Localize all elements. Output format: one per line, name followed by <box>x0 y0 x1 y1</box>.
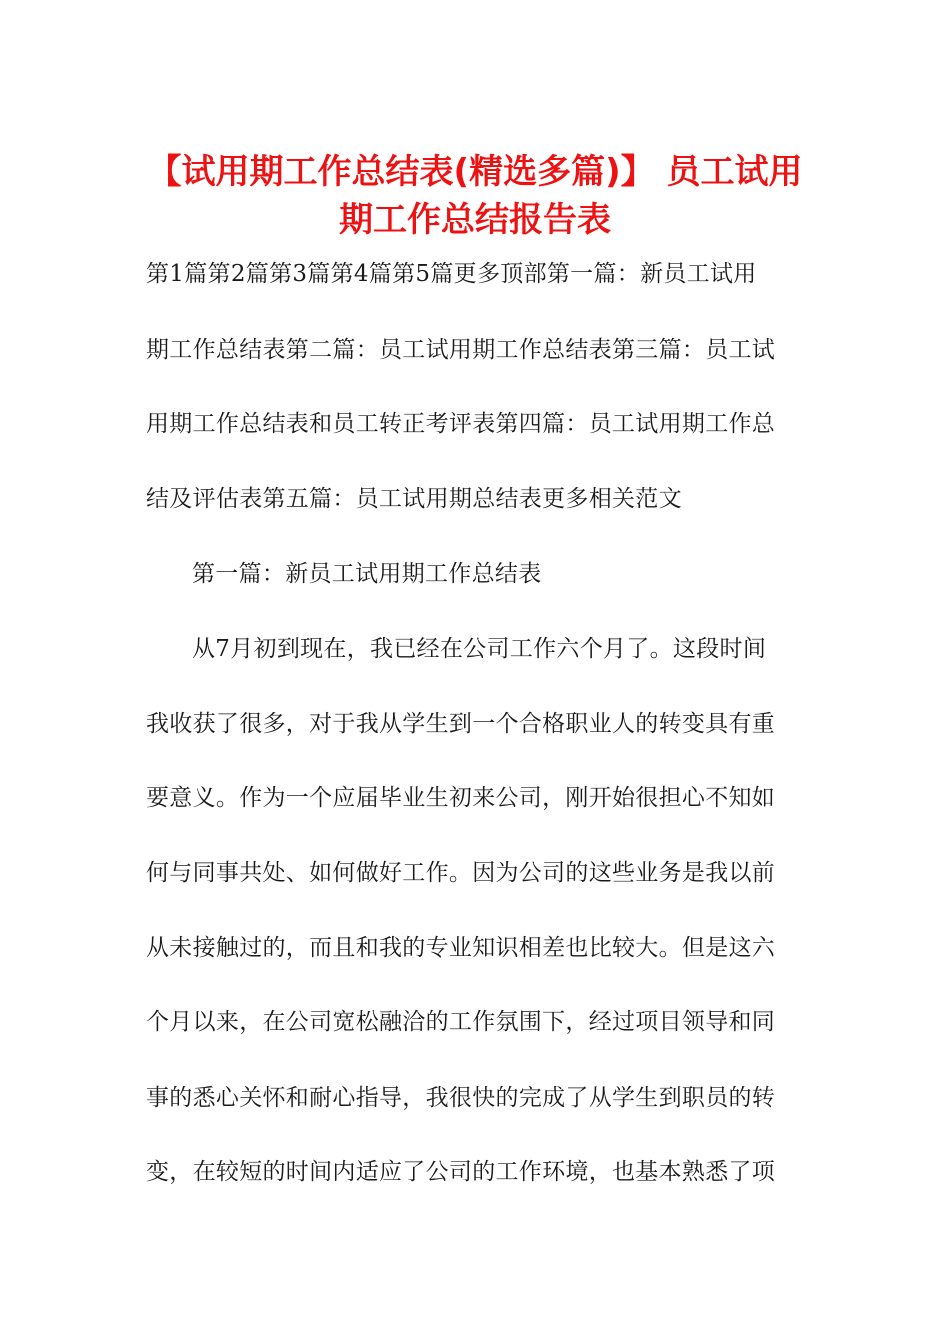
toc-line: 期工作总结表第二篇：员工试用期工作总结表第三篇：员工试 <box>146 337 776 363</box>
document-title-line-2: 期工作总结报告表 <box>339 200 611 240</box>
section-heading: 第一篇：新员工试用期工作总结表 <box>192 561 542 587</box>
toc-line: 用期工作总结表和员工转正考评表第四篇：员工试用期工作总 <box>146 411 776 437</box>
body-line: 何与同事共处、如何做好工作。因为公司的这些业务是我以前 <box>146 860 776 886</box>
body-line: 从未接触过的，而且和我的专业知识相差也比较大。但是这六 <box>146 935 776 961</box>
body-line: 要意义。作为一个应届毕业生初来公司，刚开始很担心不知如 <box>146 785 776 811</box>
body-line: 我收获了很多，对于我从学生到一个合格职业人的转变具有重 <box>146 711 776 737</box>
body-line: 个月以来，在公司宽松融洽的工作氛围下，经过项目领导和同 <box>146 1009 776 1035</box>
toc-line: 第1篇第2篇第3篇第4篇第5篇更多顶部第一篇：新员工试用 <box>146 261 757 287</box>
body-line: 事的悉心关怀和耐心指导，我很快的完成了从学生到职员的转 <box>146 1085 776 1111</box>
body-line: 变，在较短的时间内适应了公司的工作环境，也基本熟悉了项 <box>146 1159 776 1185</box>
document-title-line-1: 【试用期工作总结表(精选多篇)】 员工试用 <box>147 152 803 192</box>
toc-line: 结及评估表第五篇：员工试用期总结表更多相关范文 <box>146 486 682 512</box>
body-line: 从7月初到现在，我已经在公司工作六个月了。这段时间 <box>192 636 767 662</box>
